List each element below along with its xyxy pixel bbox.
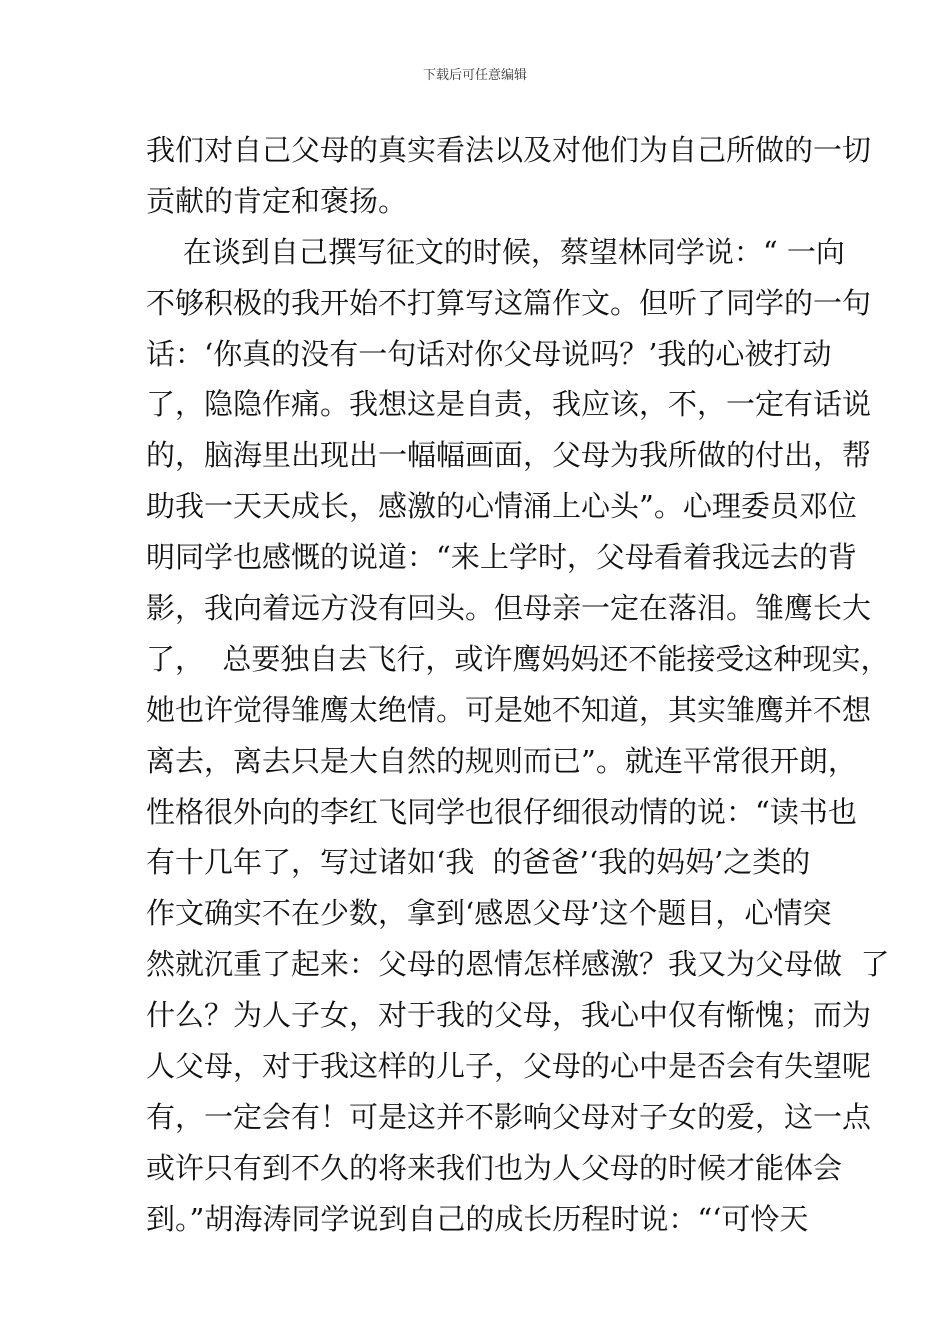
text-line: 影，我向着远方没有回头。但母亲一定在落泪。雏鹰长大: [146, 591, 872, 626]
text-line: 的，脑海里出现出一幅幅画面，父母为我所做的付出，帮: [146, 438, 872, 473]
text-line: 在谈到自己撰写征文的时候，蔡望林同学说：“ 一向: [146, 234, 845, 269]
text-line: 然就沉重了起来：父母的恩情怎样感激？我又为父母做 了: [146, 947, 890, 982]
text-line: 了，隐隐作痛。我想这是自责，我应该，不，一定有话说: [146, 387, 872, 422]
text-line: 明同学也感慨的说道：“来上学时，父母看着我远去的背: [146, 540, 857, 575]
text-line: 作文确实不在少数，拿到‘感恩父母’这个题目，心情突: [146, 896, 832, 931]
text-line: 或许只有到不久的将来我们也为人父母的时候才能体会: [146, 1150, 843, 1185]
text-line: 有，一定会有！可是这并不影响父母对子女的爱，这一点: [146, 1099, 872, 1134]
text-line: 离去，离去只是大自然的规则而已”。就连平常很开朗，: [146, 743, 857, 778]
text-line: 贡献的肯定和褒扬。: [146, 183, 408, 218]
text-line: 什么？为人子女，对于我的父母，我心中仅有惭愧；而为: [146, 998, 872, 1033]
text-line: 她也许觉得雏鹰太绝情。可是她不知道，其实雏鹰并不想: [146, 692, 872, 727]
page-header: 下载后可任意编辑: [422, 68, 527, 83]
text-line: 不够积极的我开始不打算写这篇作文。但听了同学的一句: [146, 285, 872, 320]
text-line: 到。”胡海涛同学说到自己的成长历程时说：“‘可怜天: [146, 1201, 809, 1236]
text-line: 性格很外向的李红飞同学也很仔细很动情的说：“读书也: [146, 794, 857, 829]
text-line: 话：‘你真的没有一句话对你父母说吗？’我的心被打动: [146, 336, 832, 371]
text-line: 人父母，对于我这样的儿子，父母的心中是否会有失望呢: [146, 1049, 872, 1084]
document-body: [146, 125, 890, 1245]
text-line: 助我一天天成长，感激的心情涌上心头”。心理委员邓位: [146, 489, 857, 524]
text-line: 了， 总要独自去飞行，或许鹰妈妈还不能接受这种现实，: [146, 641, 890, 676]
text-line: 有十几年了，写过诸如‘我 的爸爸’‘我的妈妈’之类的: [146, 845, 811, 880]
text-line: 我们对自己父母的真实看法以及对他们为自己所做的一切: [146, 133, 872, 167]
